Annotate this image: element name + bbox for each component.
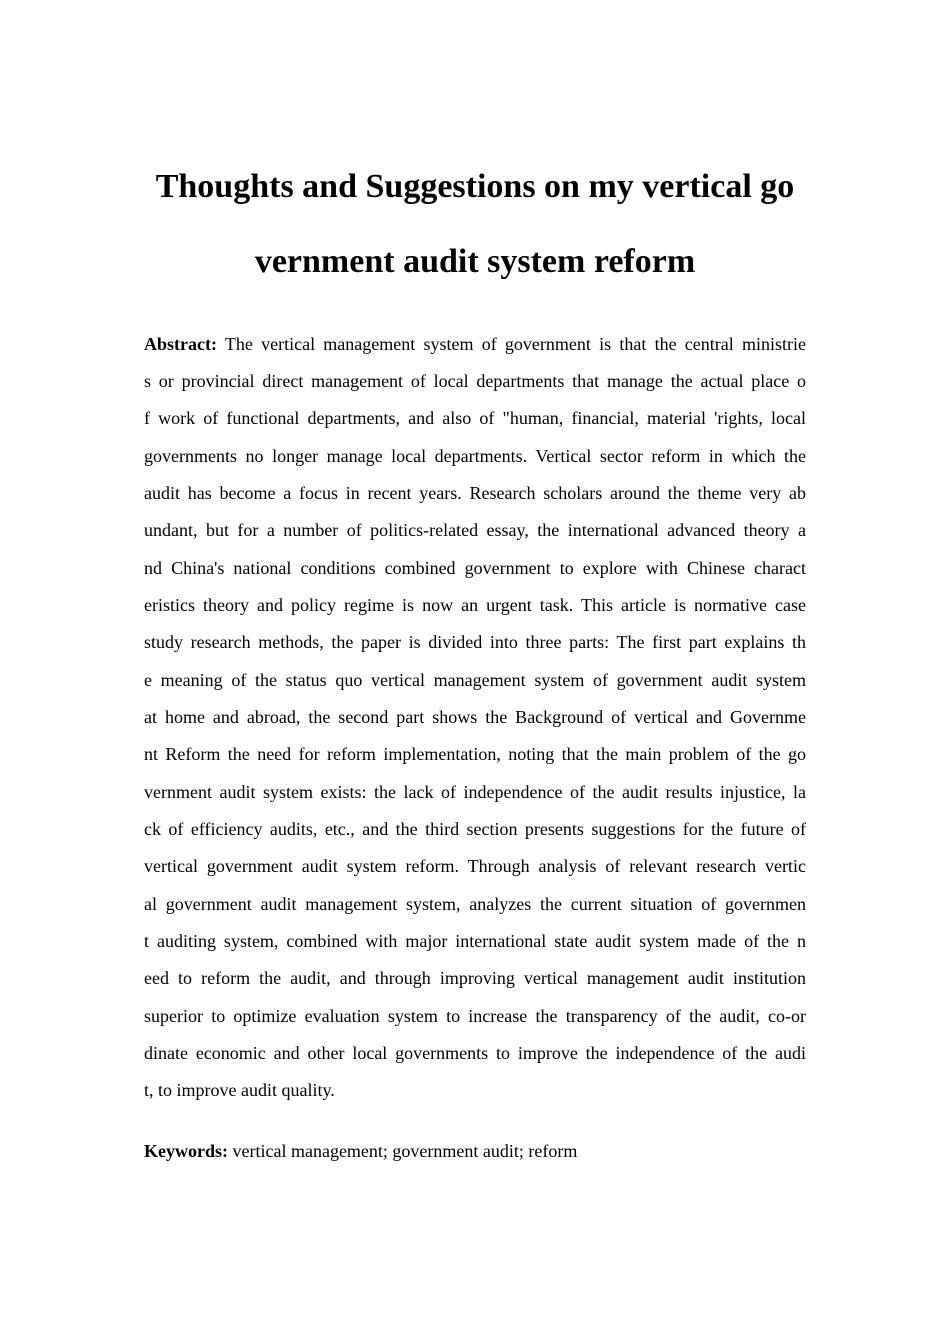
abstract-line: s or provincial direct management of local departments that manage the actual place o [144, 371, 806, 391]
abstract-line: nd China's national conditions combined government to explore with Chinese charact [144, 558, 806, 578]
abstract-line [144, 332, 806, 356]
abstract-text: The vertical management system of government is that the central ministrie [216, 334, 806, 354]
abstract-line: governments no longer manage local departments. Vertical sector reform in which the [144, 446, 806, 466]
document-title-line-1: Thoughts and Suggestions on my vertical go [155, 168, 795, 205]
keywords-label: Keywords: [144, 1141, 228, 1161]
abstract-line: ck of efficiency audits, etc., and the third section presents suggestions for the future of [144, 819, 806, 839]
abstract-line: e meaning of the status quo vertical management system of government audit system [144, 670, 806, 690]
document-title-line-2: vernment audit system reform [254, 243, 696, 280]
abstract-line: t, to improve audit quality. [144, 1080, 335, 1100]
abstract-label: Abstract: [144, 334, 217, 354]
abstract-line: al government audit management system, analyzes the current situation of governmen [144, 894, 806, 914]
abstract-line: superior to optimize evaluation system to increase the transparency of the audit, co-or [144, 1006, 806, 1026]
abstract-line: eristics theory and policy regime is now an urgent task. This article is normative case [144, 595, 806, 615]
abstract-line: undant, but for a number of politics-related essay, the international advanced theory a [144, 520, 806, 540]
keywords-text: vertical management; government audit; reform [228, 1141, 578, 1161]
abstract-line: audit has become a focus in recent years. Research scholars around the theme very ab [144, 483, 806, 503]
abstract-line: vernment audit system exists: the lack of independence of the audit results injustice, la [144, 782, 806, 802]
abstract-line: dinate economic and other local governments to improve the independence of the audi [144, 1043, 806, 1063]
abstract-line: at home and abroad, the second part shows the Background of vertical and Governme [144, 707, 806, 727]
keywords-line [144, 1139, 806, 1163]
abstract-line: t auditing system, combined with major international state audit system made of the n [144, 931, 806, 951]
abstract-line: study research methods, the paper is divided into three parts: The first part explains th [144, 632, 806, 652]
abstract-line: nt Reform the need for reform implementation, noting that the main problem of the go [144, 744, 806, 764]
abstract-line: vertical government audit system reform. Through analysis of relevant research vertic [144, 856, 806, 876]
abstract-line: f work of functional departments, and also of "human, financial, material 'rights, local [144, 408, 806, 428]
abstract-line: eed to reform the audit, and through improving vertical management audit institution [144, 968, 806, 988]
